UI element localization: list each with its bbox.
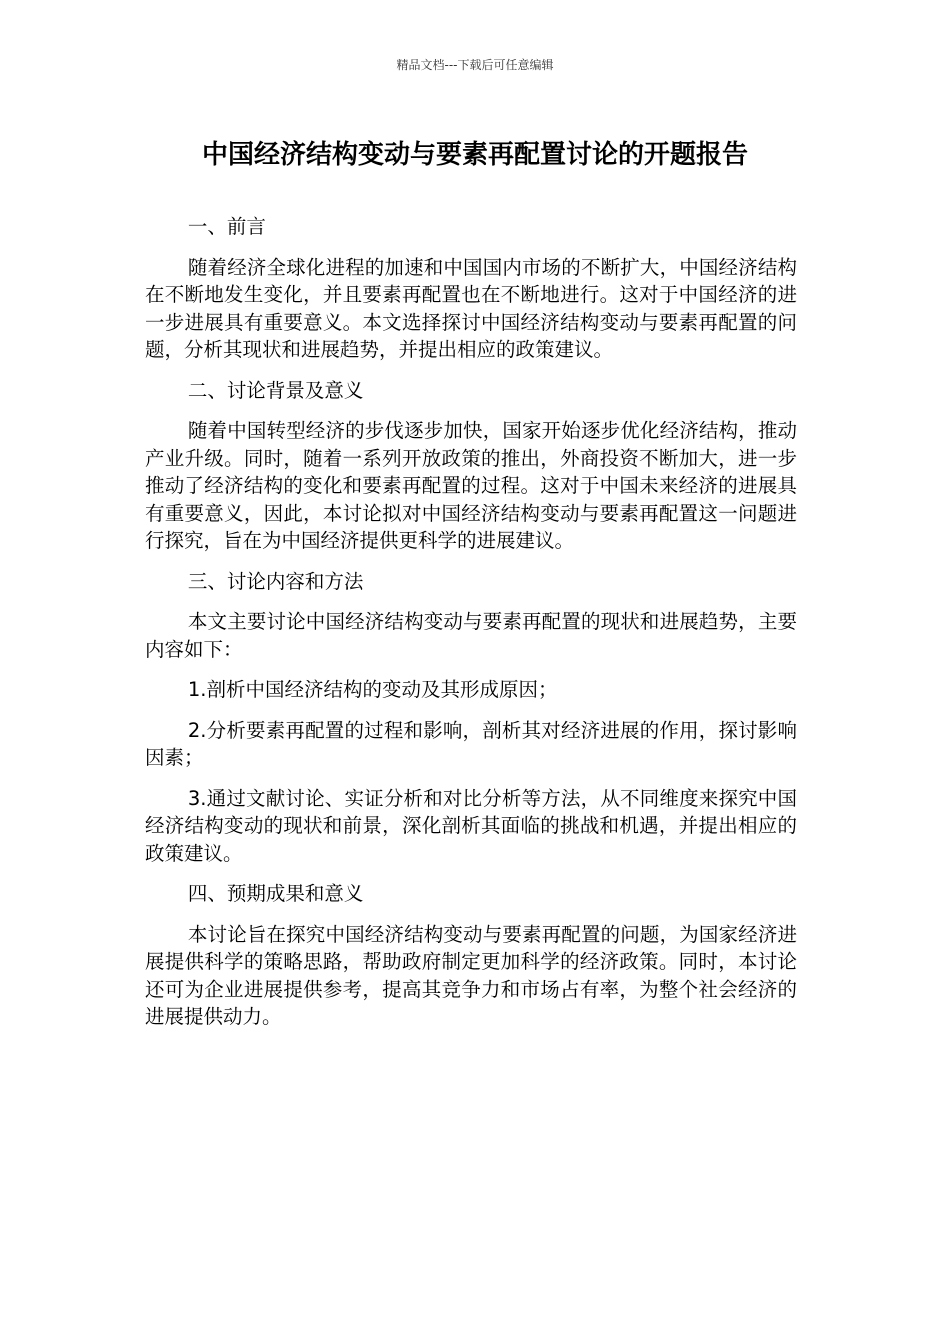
section-heading: 二、讨论背景及意义 [187,378,364,402]
section-expected-results [145,880,797,1031]
section-heading: 四、预期成果和意义 [187,882,364,905]
list-item: 3.通过文献讨论、实证分析和对比分析等方法，从不同维度来探究中国经济结构变动的现状和前景，深化剖析其面临的挑战和机遇，并提出相应的政策建议。 [145,786,797,865]
paragraph: 随着经济全球化进程的加速和中国国内市场的不断扩大，中国经济结构在不断地发生变化，并且要素再配置也在不断地进行。这对于中国经济的进一步进展具有重要意义。本文选择探讨中国经济结构变动与要素再配置的问题，分析其现状和进展趋势，并提出相应的政策建议。 [145,255,797,361]
list-item: 1.剖析中国经济结构的变动及其形成原因； [187,678,558,701]
section-content-methods [145,568,797,868]
paragraph: 本讨论旨在探究中国经济结构变动与要素再配置的问题，为国家经济进展提供科学的策略思路，帮助政府制定更加科学的经济政策。同时，本讨论还可为企业进展提供参考，提高其竞争力和市场占有率，为整个社会经济的进展提供动力。 [145,922,797,1028]
list-item: 2.分析要素再配置的过程和影响，剖析其对经济进展的作用，探讨影响因素； [145,718,797,769]
paragraph: 随着中国转型经济的步伐逐步加快，国家开始逐步优化经济结构，推动产业升级。同时，随着一系列开放政策的推出，外商投资不断加大，进一步推动了经济结构的变化和要素再配置的过程。这对于中国未来经济的进展具有重要意义，因此，本讨论拟对中国经济结构变动与要素再配置这一问题进行探究，旨在为中国经济提供更科学的进展建议。 [145,419,797,552]
section-preface [145,213,797,364]
paragraph: 本文主要讨论中国经济结构变动与要素再配置的现状和进展趋势，主要内容如下： [145,610,797,661]
document-body [145,213,797,1044]
section-background [145,377,797,555]
section-heading: 一、前言 [187,215,266,238]
header-note: 精品文档---下载后可任意编辑 [396,58,554,72]
section-heading: 三、讨论内容和方法 [187,569,364,593]
document-title: 中国经济结构变动与要素再配置讨论的开题报告 [201,140,748,170]
